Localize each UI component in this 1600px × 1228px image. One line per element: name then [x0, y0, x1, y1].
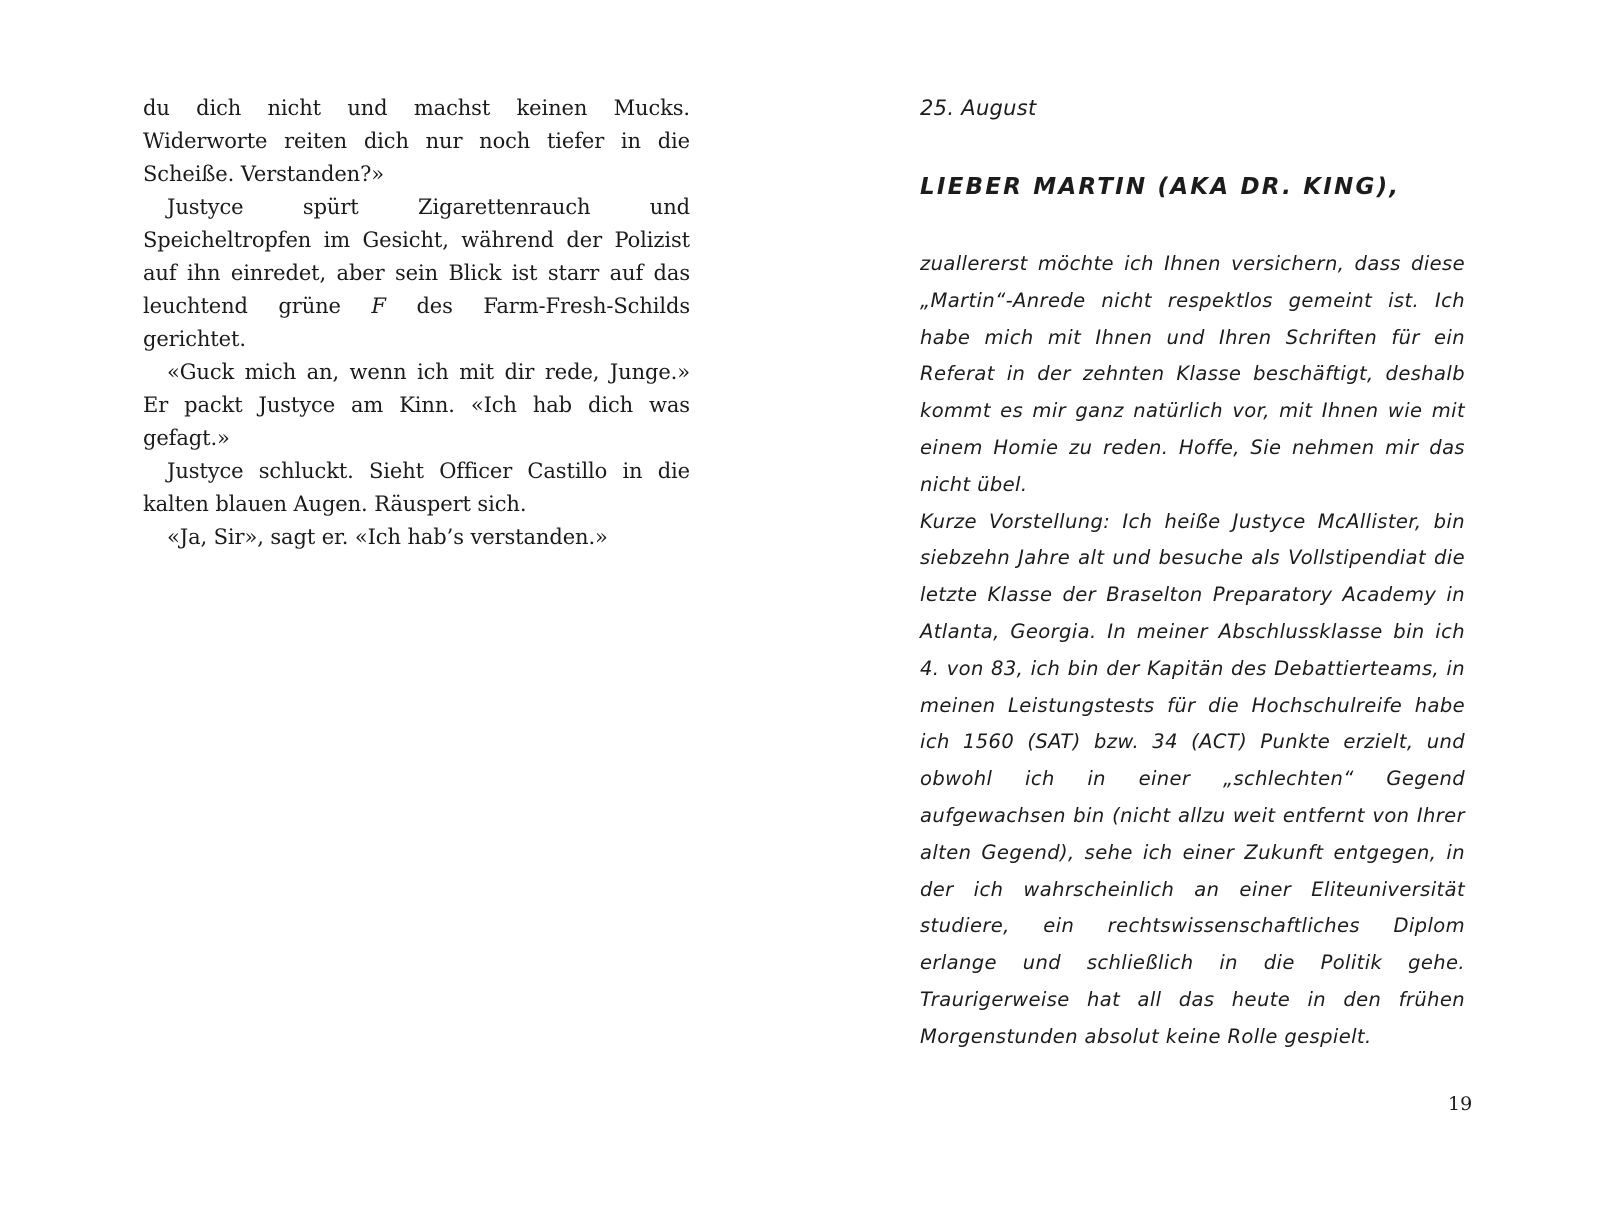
diary-date: 25. August: [920, 96, 1037, 120]
paragraph: du dich nicht und machst keinen Mucks. Widerworte reiten dich nur noch tiefer in die Scheiße. Verstanden?»: [143, 96, 690, 186]
page-number: 19: [1448, 1093, 1473, 1115]
diary-paragraph: Kurze Vorstellung: Ich heiße Justyce McAllister, bin siebzehn Jahre alt und besuche als Vollstipendiat die letzte Klasse der Braselton Preparatory Academy in Atlanta, Georgia. In meiner Abschlussklasse bin ich 4. von 83, ich bin der Kapitän des Debattierteams, in meinen Leistungstests für die Hochschulreife habe ich 1560 (SAT) bzw. 34 (ACT) Punkte erzielt, und obwohl ich in einer „schlechten“ Gegend aufgewachsen bin (nicht allzu weit entfernt von Ihrer alten Gegend), sehe ich einer Zukunft entgegen, in der ich wahrscheinlich an einer Eliteuniversität studiere, ein rechtswissenschaftliches Diplom erlange und schließlich in die Politik gehe. Traurigerweise hat all das heute in den frühen Morgenstunden absolut keine Rolle gespielt.: [920, 509, 1465, 1048]
paragraph: Justyce schluckt. Sieht Officer Castillo in die kalten blauen Augen. Räuspert sich.: [143, 459, 690, 516]
italic-letter: F: [371, 294, 386, 318]
paragraph: «Ja, Sir», sagt er. «Ich hab’s verstanden.»: [167, 525, 608, 549]
paragraph-text: des Farm-Fresh-Schilds gerichtet.: [143, 294, 690, 351]
diary-body: [920, 246, 1465, 1056]
left-page: [143, 92, 690, 554]
diary-paragraph: zuallererst möchte ich Ihnen versichern, dass diese „Martin“-Anrede nicht respektlos gemeint ist. Ich habe mich mit Ihnen und Ihren Schriften für ein Referat in der zehnten Klasse beschäftigt, deshalb kommt es mir ganz natürlich vor, mit Ihnen wie mit einem Homie zu reden. Hoffe, Sie nehmen mir das nicht übel.: [920, 252, 1465, 496]
right-page-diary: [920, 92, 1465, 1056]
paragraph: «Guck mich an, wenn ich mit dir rede, Junge.» Er packt Justyce am Kinn. «Ich hab dich was gefagt.»: [143, 360, 690, 450]
diary-greeting: LIEBER MARTIN (AKA DR. KING),: [920, 174, 1401, 200]
paragraph-text: Justyce spürt Zigarettenrauch und Speicheltropfen im Gesicht, während der Polizist auf ihn einredet, aber sein Blick ist starr auf das leuchtend grüne: [143, 195, 690, 318]
paragraph: [143, 191, 690, 356]
